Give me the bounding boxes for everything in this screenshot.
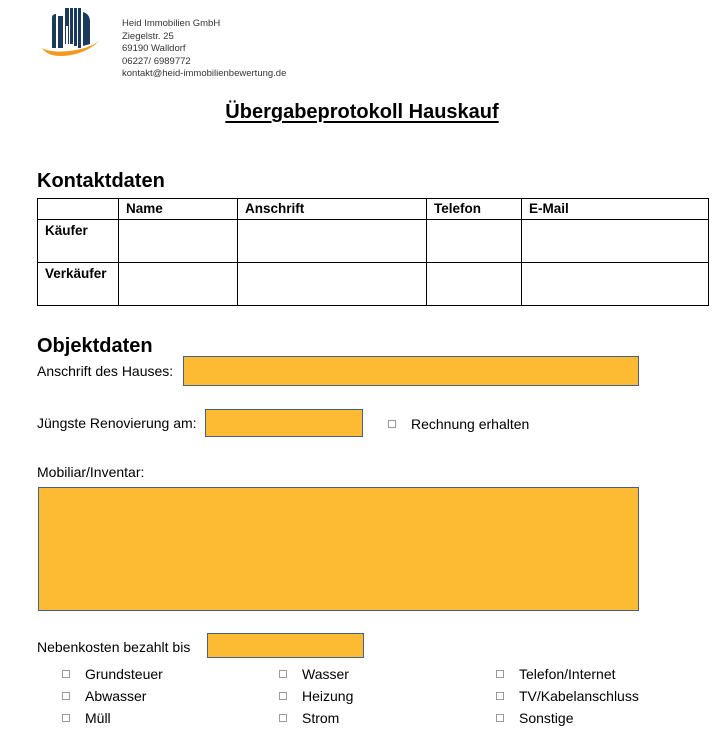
table-row-buyer [38,220,709,263]
checkbox[interactable] [496,692,504,700]
row-label-buyer: Käufer [38,220,119,263]
object-heading: Objektdaten [37,335,153,357]
utility-option-heizung[interactable] [279,688,353,704]
column-header-email: E-Mail [522,199,709,220]
utility-option-muell[interactable] [62,710,111,726]
row-label-seller: Verkäufer [38,263,119,306]
contacts-table [37,198,709,306]
utility-option-strom[interactable] [279,710,339,726]
utility-label: TV/Kabelanschluss [519,688,639,704]
company-street: Ziegelstr. 25 [122,30,174,42]
utility-label: Strom [302,710,340,726]
utility-label: Telefon/Internet [519,666,616,682]
column-header-empty [38,199,119,220]
checkbox[interactable] [62,714,70,722]
buyer-email-cell[interactable] [522,220,709,263]
checkbox[interactable] [496,670,504,678]
inventory-field[interactable] [38,487,639,611]
buyer-phone-cell[interactable] [427,220,522,263]
checkbox[interactable] [279,670,287,678]
seller-phone-cell[interactable] [427,263,522,306]
utility-label: Grundsteuer [85,666,163,682]
contacts-heading: Kontaktdaten [37,170,165,192]
checkbox[interactable] [496,714,504,722]
table-header-row [38,199,709,220]
seller-email-cell[interactable] [522,263,709,306]
checkbox[interactable] [62,692,70,700]
utility-label: Heizung [302,688,354,704]
company-email: kontakt@heid-immobilienbewertung.de [122,68,287,80]
buyer-name-cell[interactable] [119,220,238,263]
utility-label: Abwasser [85,688,147,704]
utility-label: Sonstige [519,710,574,726]
seller-name-cell[interactable] [119,263,238,306]
company-city: 69190 Walldorf [122,43,186,55]
utility-option-wasser[interactable] [279,666,349,682]
column-header-name: Name [119,199,238,220]
utility-label: Wasser [302,666,349,682]
checkbox[interactable] [279,714,287,722]
invoice-label: Rechnung erhalten [411,416,530,432]
document-title: Übergabeprotokoll Hauskauf [225,101,499,123]
invoice-received-option[interactable] [388,416,529,432]
house-address-label: Anschrift des Hauses: [37,363,174,379]
column-header-phone: Telefon [427,199,522,220]
company-phone: 06227/ 6989772 [122,55,191,67]
seller-address-cell[interactable] [238,263,427,306]
column-header-address: Anschrift [238,199,427,220]
company-name: Heid Immobilien GmbH [122,18,221,29]
checkbox[interactable] [62,670,70,678]
company-logo [40,4,104,60]
renovation-date-field[interactable] [205,409,363,437]
buyer-address-cell[interactable] [238,220,427,263]
inventory-label: Mobiliar/Inventar: [37,464,145,480]
utility-option-sonstige[interactable] [496,710,573,726]
house-address-field[interactable] [183,356,639,386]
renovation-label: Jüngste Renovierung am: [37,415,197,431]
utility-option-tv-kabelanschluss[interactable] [496,688,639,704]
utility-label: Müll [85,710,111,726]
utility-option-grundsteuer[interactable] [62,666,163,682]
utility-option-abwasser[interactable] [62,688,146,704]
building-logo-icon [40,4,104,60]
utility-option-telefon-internet[interactable] [496,666,616,682]
checkbox[interactable] [279,692,287,700]
invoice-checkbox[interactable] [388,420,396,428]
utilities-label: Nebenkosten bezahlt bis [37,639,191,655]
company-address-block [122,18,286,81]
utilities-paid-until-field[interactable] [207,633,364,658]
table-row-seller [38,263,709,306]
